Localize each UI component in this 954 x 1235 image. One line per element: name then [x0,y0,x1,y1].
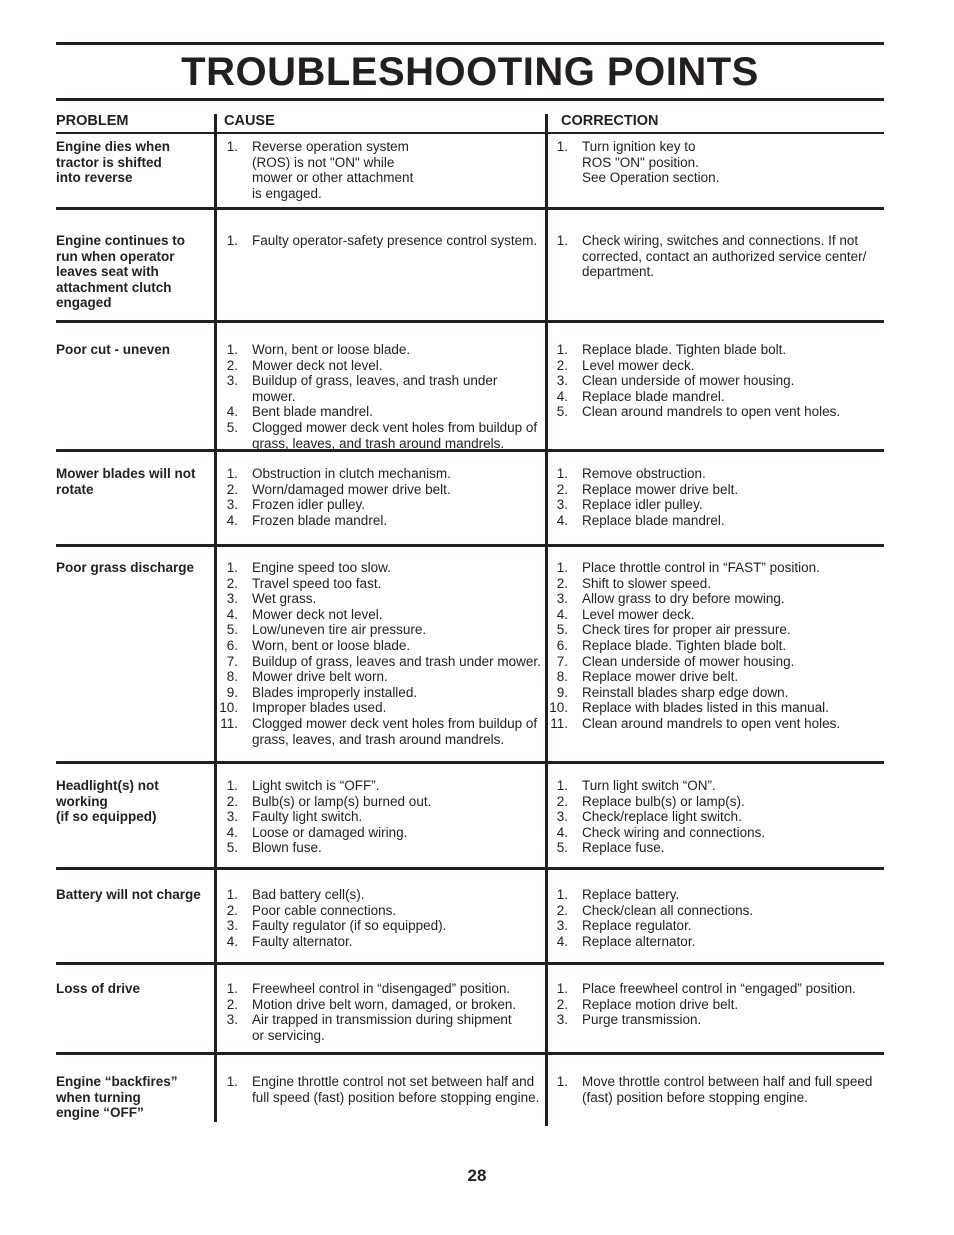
list-item [546,1074,886,1105]
item-text: Clean around mandrels to open vent holes. [582,715,841,731]
item-number: 2. [226,357,238,373]
item-text: Turn light switch “ON”. [582,778,716,793]
item-text: Replace mower drive belt. [582,481,739,497]
item-text: Bulb(s) or lamp(s) burned out. [252,793,432,809]
list-item [546,497,886,513]
item-number: 5. [226,419,238,435]
item-number: 3. [556,591,568,607]
item-number: 2. [556,996,568,1012]
list-item [546,607,886,623]
list-item [546,794,886,810]
item-text: Bad battery cell(s). [252,887,365,902]
item-number: 5. [556,840,568,856]
list-item [216,497,544,513]
item-text: Replace with blades listed in this manual. [582,700,829,716]
item-number: 2. [226,793,238,809]
item-text: Light switch is “OFF”. [252,778,380,793]
item-number: 3. [556,809,568,825]
item-text: Travel speed too fast. [252,575,382,591]
item-text: Replace blade. Tighten blade bolt. [582,342,787,357]
item-number: 3. [226,591,238,607]
item-number: 4. [226,512,238,528]
item-text: Remove obstruction. [582,466,706,481]
item-number: 1. [556,233,568,248]
item-text: Replace blade mandrel. [582,512,725,528]
list-item [216,1012,544,1043]
row-divider [56,962,884,965]
list-item [546,778,886,794]
list-item [546,840,886,856]
item-number: 4. [556,606,568,622]
item-text: Replace alternator. [582,933,696,949]
item-number: 4. [556,388,568,404]
item-number: 2. [226,575,238,591]
item-number: 4. [556,512,568,528]
item-text: Check/replace light switch. [582,809,742,825]
item-number: 11. [550,715,568,731]
list-item [216,591,544,607]
list-item [216,997,544,1013]
item-number: 4. [556,933,568,949]
list-item [546,389,886,405]
item-number: 10. [219,700,238,716]
item-number: 2. [556,357,568,373]
list-item [216,903,544,919]
list-item [546,466,886,482]
item-number: 3. [226,918,238,934]
item-text: Blades improperly installed. [252,684,418,700]
list-item [546,373,886,389]
list-item [216,638,544,654]
list-item [546,404,886,420]
list-item [216,482,544,498]
row-divider [56,320,884,323]
row-divider [56,207,884,210]
item-number: 8. [226,669,238,685]
row-divider [56,761,884,764]
item-number: 5. [556,404,568,420]
list-item [216,607,544,623]
list-item [216,358,544,374]
header-cause: CAUSE [224,113,275,129]
item-number: 3. [226,809,238,825]
correction-list [546,1074,886,1105]
list-item [546,669,886,685]
item-text: Wet grass. [252,591,317,607]
row-divider [56,867,884,870]
item-text: Improper blades used. [252,700,387,716]
item-text: Faulty light switch. [252,809,363,825]
list-item [546,716,886,732]
cause-list [216,887,544,949]
item-number: 1. [556,887,568,902]
item-text: Check wiring and connections. [582,824,766,840]
item-number: 1. [226,981,238,996]
item-text: Low/uneven tire air pressure. [252,622,427,638]
item-text: Mower drive belt worn. [252,669,388,685]
item-text: Shift to slower speed. [582,575,712,591]
list-item [216,1074,544,1105]
correction-list [546,778,886,856]
list-item [216,887,544,903]
cause-list [216,778,544,856]
list-item [216,622,544,638]
list-item [216,716,544,747]
item-number: 3. [556,918,568,934]
problem-text: Battery will not charge [56,887,201,902]
item-text: Buildup of grass, leaves, and trash under mower. [252,373,498,404]
cause-list [216,1074,544,1105]
item-text: Loose or damaged wiring. [252,824,408,840]
list-item [216,233,544,249]
item-text: Engine throttle control not set between half and full speed (fast) position before stopping engine. [252,1074,540,1105]
item-text: Clogged mower deck vent holes from buildup of grass, leaves, and trash around mandrels. [252,715,538,747]
header-problem: PROBLEM [56,113,129,129]
list-item [546,1012,886,1028]
item-text: Turn ignition key to ROS "ON" position. See Operation section. [582,139,720,186]
item-number: 1. [556,466,568,481]
item-text: Faulty operator-safety presence control system. [252,233,538,248]
item-number: 1. [226,233,238,248]
item-number: 1. [226,342,238,357]
item-text: Worn, bent or loose blade. [252,637,411,653]
list-item [546,139,886,186]
header-correction: CORRECTION [561,113,659,129]
list-item [546,576,886,592]
cause-list [216,233,544,249]
list-item [216,918,544,934]
item-number: 1. [556,560,568,575]
item-text: Worn/damaged mower drive belt. [252,481,451,497]
item-text: Air trapped in transmission during shipment or servicing. [252,1012,512,1043]
item-number: 2. [556,793,568,809]
list-item [216,513,544,529]
list-item [546,700,886,716]
list-item [546,622,886,638]
item-text: Freewheel control in “disengaged” position. [252,981,511,996]
list-item [546,903,886,919]
item-text: Reinstall blades sharp edge down. [582,684,789,700]
cause-list [216,139,544,201]
list-item [216,981,544,997]
item-number: 2. [556,902,568,918]
table-header [56,111,884,133]
item-text: Bent blade mandrel. [252,404,373,420]
item-number: 9. [556,684,568,700]
list-item [216,700,544,716]
item-number: 5. [556,622,568,638]
item-text: Mower deck not level. [252,357,383,373]
list-item [546,560,886,576]
item-text: Clogged mower deck vent holes from buildup of grass, leaves, and trash around mandrels. [252,419,538,451]
header-rule [56,132,884,134]
list-item [546,887,886,903]
problem-text: Engine continues to run when operator leaves seat with attachment clutch engaged [56,233,186,311]
item-number: 7. [556,653,568,669]
list-item [546,997,886,1013]
item-number: 1. [556,1074,568,1089]
cause-list [216,466,544,528]
list-item [546,638,886,654]
item-text: Check tires for proper air pressure. [582,622,791,638]
list-item [546,513,886,529]
item-number: 1. [556,342,568,357]
list-item [216,654,544,670]
item-number: 1. [556,981,568,996]
list-item [216,669,544,685]
page-title: TROUBLESHOOTING POINTS [181,50,759,94]
item-text: Motion drive belt worn, damaged, or broken. [252,996,517,1012]
item-text: Buildup of grass, leaves and trash under mower. [252,653,541,669]
item-number: 3. [226,497,238,513]
list-item [216,576,544,592]
list-item [216,825,544,841]
item-text: Place freewheel control in “engaged” position. [582,981,856,996]
list-item [216,778,544,794]
item-text: Purge transmission. [582,1012,702,1028]
item-number: 1. [226,466,238,481]
list-item [216,139,544,201]
list-item [546,482,886,498]
item-text: Place throttle control in “FAST” position. [582,560,820,575]
list-item [546,685,886,701]
item-text: Frozen blade mandrel. [252,512,388,528]
item-number: 5. [226,622,238,638]
item-number: 1. [226,139,238,154]
item-number: 3. [556,1012,568,1028]
item-number: 4. [226,933,238,949]
list-item [546,825,886,841]
item-text: Replace idler pulley. [582,497,703,513]
correction-list [546,560,886,732]
item-text: Clean underside of mower housing. [582,373,795,389]
item-number: 1. [226,1074,238,1089]
list-item [216,560,544,576]
item-text: Obstruction in clutch mechanism. [252,466,451,481]
problem-text: Mower blades will not rotate [56,466,196,497]
item-number: 3. [226,373,238,389]
item-text: Engine speed too slow. [252,560,391,575]
list-item [216,420,544,451]
item-text: Level mower deck. [582,606,695,622]
item-text: Reverse operation system (ROS) is not "ON" while mower or other attachment is engaged. [252,139,414,201]
item-number: 2. [556,481,568,497]
item-text: Replace blade. Tighten blade bolt. [582,637,787,653]
list-item [216,373,544,404]
item-text: Check wiring, switches and connections. If not corrected, contact an authorized service center/ department. [582,233,867,280]
problem-text: Poor cut - uneven [56,342,171,357]
item-number: 4. [226,404,238,420]
item-text: Faulty alternator. [252,933,353,949]
correction-list [546,466,886,528]
row-divider [56,1052,884,1055]
list-item [546,654,886,670]
list-item [216,466,544,482]
list-item [546,981,886,997]
list-item [216,342,544,358]
page-number: 28 [467,1166,487,1185]
list-item [216,685,544,701]
item-number: 11. [220,715,238,731]
correction-list [546,981,886,1028]
correction-list [546,342,886,420]
correction-list [546,233,886,280]
item-text: Replace fuse. [582,840,665,856]
item-text: Mower deck not level. [252,606,383,622]
item-number: 1. [226,887,238,902]
correction-list [546,139,886,186]
item-number: 9. [226,684,238,700]
list-item [216,809,544,825]
item-text: Replace regulator. [582,918,692,934]
list-item [216,934,544,950]
item-number: 4. [226,824,238,840]
item-number: 2. [556,575,568,591]
cause-list [216,981,544,1043]
item-text: Replace bulb(s) or lamp(s). [582,793,745,809]
item-number: 3. [556,373,568,389]
item-number: 6. [226,637,238,653]
item-number: 5. [226,840,238,856]
item-number: 2. [226,996,238,1012]
item-number: 7. [226,653,238,669]
item-text: Clean around mandrels to open vent holes. [582,404,841,420]
list-item [546,342,886,358]
row-divider [56,544,884,547]
list-item [546,934,886,950]
item-text: Replace battery. [582,887,680,902]
cause-list [216,342,544,451]
list-item [546,918,886,934]
top-rule [56,42,884,45]
correction-list [546,887,886,949]
item-number: 2. [226,481,238,497]
problem-text: Engine “backfires” when turning engine “OFF” [56,1074,178,1121]
item-text: Allow grass to dry before mowing. [582,591,785,607]
item-number: 4. [226,606,238,622]
item-text: Blown fuse. [252,840,322,856]
title-rule [56,98,884,101]
item-number: 10. [549,700,568,716]
item-number: 3. [226,1012,238,1028]
problem-text: Poor grass discharge [56,560,195,575]
item-text: Level mower deck. [582,357,695,373]
item-number: 6. [556,637,568,653]
item-text: Move throttle control between half and full speed (fast) position before stopping engine. [582,1074,873,1105]
problem-text: Loss of drive [56,981,141,996]
problem-text: Engine dies when tractor is shifted into reverse [56,139,171,186]
item-number: 8. [556,669,568,685]
item-text: Faulty regulator (if so equipped). [252,918,447,934]
list-item [546,809,886,825]
list-item [216,840,544,856]
list-item [546,233,886,280]
list-item [216,404,544,420]
list-item [546,591,886,607]
problem-text: Headlight(s) not working (if so equipped) [56,778,159,825]
item-number: 1. [556,778,568,793]
item-number: 4. [556,824,568,840]
item-text: Worn, bent or loose blade. [252,342,411,357]
list-item [216,794,544,810]
list-item [546,358,886,374]
item-number: 2. [226,902,238,918]
item-text: Replace mower drive belt. [582,669,739,685]
item-number: 1. [226,560,238,575]
item-text: Poor cable connections. [252,902,397,918]
item-text: Frozen idler pulley. [252,497,366,513]
item-number: 1. [226,778,238,793]
item-text: Replace blade mandrel. [582,388,725,404]
item-text: Clean underside of mower housing. [582,653,795,669]
item-number: 1. [556,139,568,154]
item-number: 3. [556,497,568,513]
cause-list [216,560,544,747]
item-text: Check/clean all connections. [582,902,754,918]
item-text: Replace motion drive belt. [582,996,739,1012]
